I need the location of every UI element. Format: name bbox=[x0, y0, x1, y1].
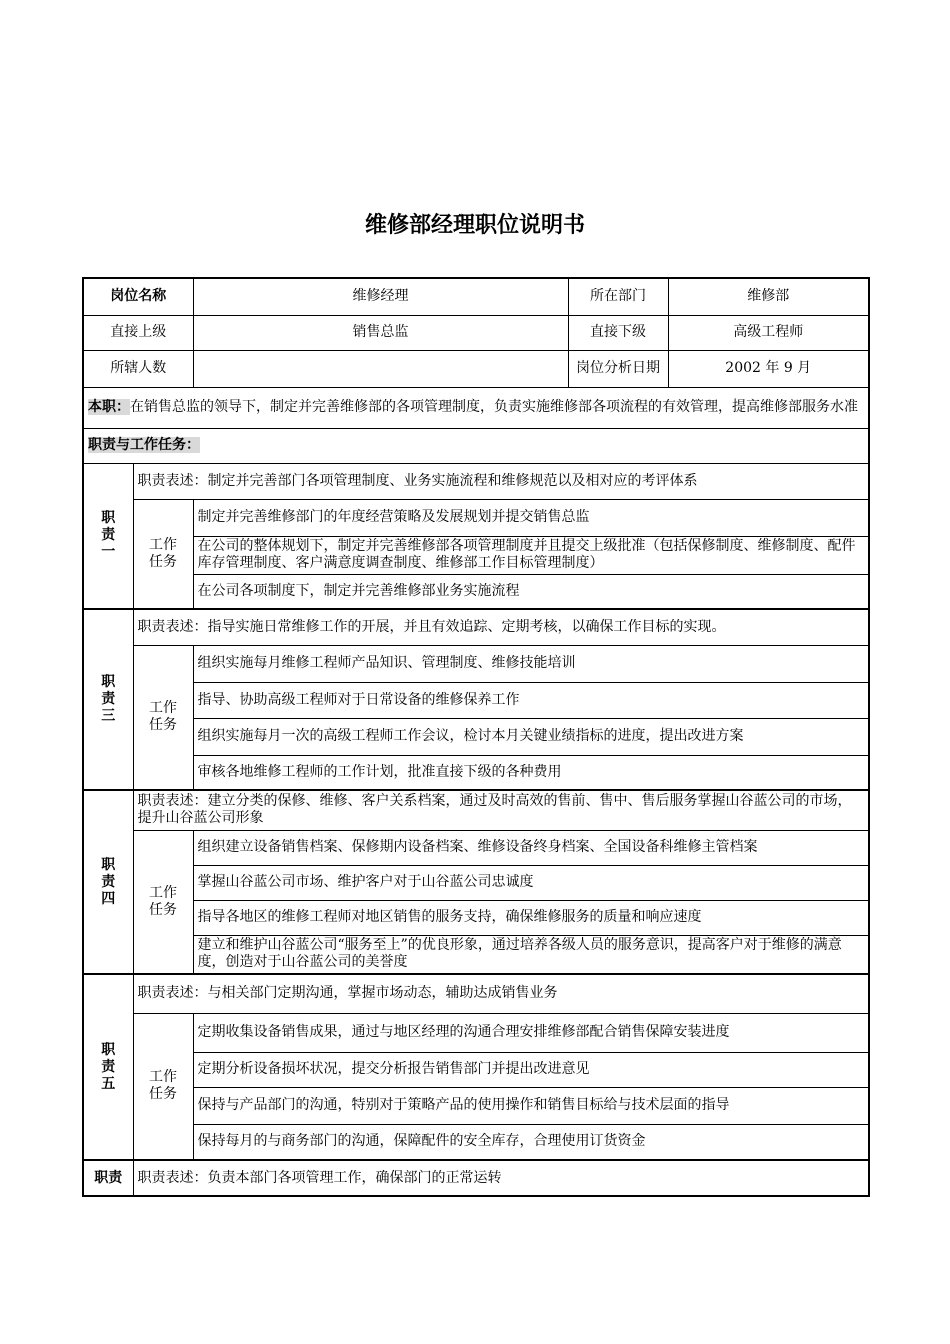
duty-label: 本职： bbox=[88, 399, 130, 415]
task-item: 在公司的整体规划下，制定并完善维修部各项管理制度并且提交上级批准（包括保修制度、维修制度、配件库存管理制度、客户满意度调查制度、维修部工作目标管理制度） bbox=[193, 536, 869, 574]
task-item: 保持与产品部门的沟通，特别对于策略产品的使用操作和销售目标给与技术层面的指导 bbox=[193, 1087, 869, 1124]
duty-label-4: 职责四 bbox=[83, 790, 133, 974]
task-row bbox=[83, 1013, 869, 1052]
headcount-value bbox=[193, 350, 568, 387]
task-row bbox=[83, 682, 869, 718]
duty-statement: 职责表述：指导实施日常维修工作的开展，并且有效追踪、定期考核，以确保工作目标的实现。 bbox=[133, 609, 869, 645]
duty-statement-row bbox=[83, 790, 869, 830]
task-row bbox=[83, 574, 869, 609]
task-row bbox=[83, 1052, 869, 1087]
task-item: 指导、协助高级工程师对于日常设备的维修保养工作 bbox=[193, 682, 869, 718]
subordinate-label: 直接下级 bbox=[568, 315, 668, 350]
duty-label-last: 职责 bbox=[83, 1160, 133, 1196]
task-item: 制定并完善维修部门的年度经营策略及发展规划并提交销售总监 bbox=[193, 499, 869, 536]
task-row bbox=[83, 718, 869, 755]
task-row bbox=[83, 499, 869, 536]
duty-cell bbox=[83, 387, 869, 428]
job-name-value: 维修经理 bbox=[193, 278, 568, 315]
task-row bbox=[83, 935, 869, 974]
duty-statement: 职责表述：负责本部门各项管理工作，确保部门的正常运转 bbox=[133, 1160, 869, 1196]
task-item: 审核各地维修工程师的工作计划，批准直接下级的各种费用 bbox=[193, 755, 869, 790]
task-item: 掌握山谷蓝公司市场、维护客户对于山谷蓝公司忠诚度 bbox=[193, 865, 869, 900]
work-label: 工作任务 bbox=[133, 645, 193, 790]
task-item: 指导各地区的维修工程师对地区销售的服务支持，确保维修服务的质量和响应速度 bbox=[193, 900, 869, 935]
job-name-label: 岗位名称 bbox=[83, 278, 193, 315]
work-label: 工作任务 bbox=[133, 499, 193, 609]
section-cell bbox=[83, 428, 869, 463]
superior-value: 销售总监 bbox=[193, 315, 568, 350]
dept-label: 所在部门 bbox=[568, 278, 668, 315]
duty-label-3: 职责三 bbox=[83, 609, 133, 790]
duty-statement: 职责表述：与相关部门定期沟通，掌握市场动态，辅助达成销售业务 bbox=[133, 974, 869, 1013]
section-label: 职责与工作任务： bbox=[88, 437, 200, 453]
task-item: 组织建立设备销售档案、保修期内设备档案、维修设备终身档案、全国设备科维修主管档案 bbox=[193, 830, 869, 865]
duty-statement: 职责表述：制定并完善部门各项管理制度、业务实施流程和维修规范以及相对应的考评体系 bbox=[133, 463, 869, 499]
task-item: 定期分析设备损坏状况，提交分析报告销售部门并提出改进意见 bbox=[193, 1052, 869, 1087]
task-row bbox=[83, 645, 869, 682]
dept-value: 维修部 bbox=[668, 278, 869, 315]
headcount-label: 所辖人数 bbox=[83, 350, 193, 387]
duty-statement-row bbox=[83, 1160, 869, 1196]
duty-label-5: 职责五 bbox=[83, 974, 133, 1160]
work-label: 工作任务 bbox=[133, 1013, 193, 1160]
task-item: 定期收集设备销售成果，通过与地区经理的沟通合理安排维修部配合销售保障安装进度 bbox=[193, 1013, 869, 1052]
job-description-table bbox=[82, 277, 870, 1197]
section-row bbox=[83, 428, 869, 463]
task-row bbox=[83, 536, 869, 574]
info-row bbox=[83, 278, 869, 315]
task-row bbox=[83, 755, 869, 790]
duty-statement: 职责表述：建立分类的保修、维修、客户关系档案，通过及时高效的售前、售中、售后服务掌握山谷蓝公司的市场，提升山谷蓝公司形象 bbox=[133, 790, 869, 830]
date-value: 2002 年 9 月 bbox=[668, 350, 869, 387]
task-row bbox=[83, 900, 869, 935]
task-item: 组织实施每月一次的高级工程师工作会议，检讨本月关键业绩指标的进度，提出改进方案 bbox=[193, 718, 869, 755]
task-item: 组织实施每月维修工程师产品知识、管理制度、维修技能培训 bbox=[193, 645, 869, 682]
task-row bbox=[83, 865, 869, 900]
task-row bbox=[83, 830, 869, 865]
work-label: 工作任务 bbox=[133, 830, 193, 974]
duty-label-1: 职责一 bbox=[83, 463, 133, 609]
duty-statement-row bbox=[83, 609, 869, 645]
task-row bbox=[83, 1124, 869, 1160]
info-row bbox=[83, 315, 869, 350]
duty-row bbox=[83, 387, 869, 428]
superior-label: 直接上级 bbox=[83, 315, 193, 350]
info-row bbox=[83, 350, 869, 387]
task-row bbox=[83, 1087, 869, 1124]
date-label: 岗位分析日期 bbox=[568, 350, 668, 387]
page-title: 维修部经理职位说明书 bbox=[364, 213, 585, 238]
task-item: 在公司各项制度下，制定并完善维修部业务实施流程 bbox=[193, 574, 869, 609]
subordinate-value: 高级工程师 bbox=[668, 315, 869, 350]
duty-statement-row bbox=[83, 463, 869, 499]
duty-text: 在销售总监的领导下，制定并完善维修部的各项管理制度，负责实施维修部各项流程的有效管理，提高维修部服务水准 bbox=[130, 399, 858, 415]
task-item: 保持每月的与商务部门的沟通，保障配件的安全库存，合理使用订货资金 bbox=[193, 1124, 869, 1160]
duty-statement-row bbox=[83, 974, 869, 1013]
task-item: 建立和维护山谷蓝公司“服务至上”的优良形象，通过培养各级人员的服务意识，提高客户对于维修的满意度，创造对于山谷蓝公司的美誉度 bbox=[193, 935, 869, 974]
